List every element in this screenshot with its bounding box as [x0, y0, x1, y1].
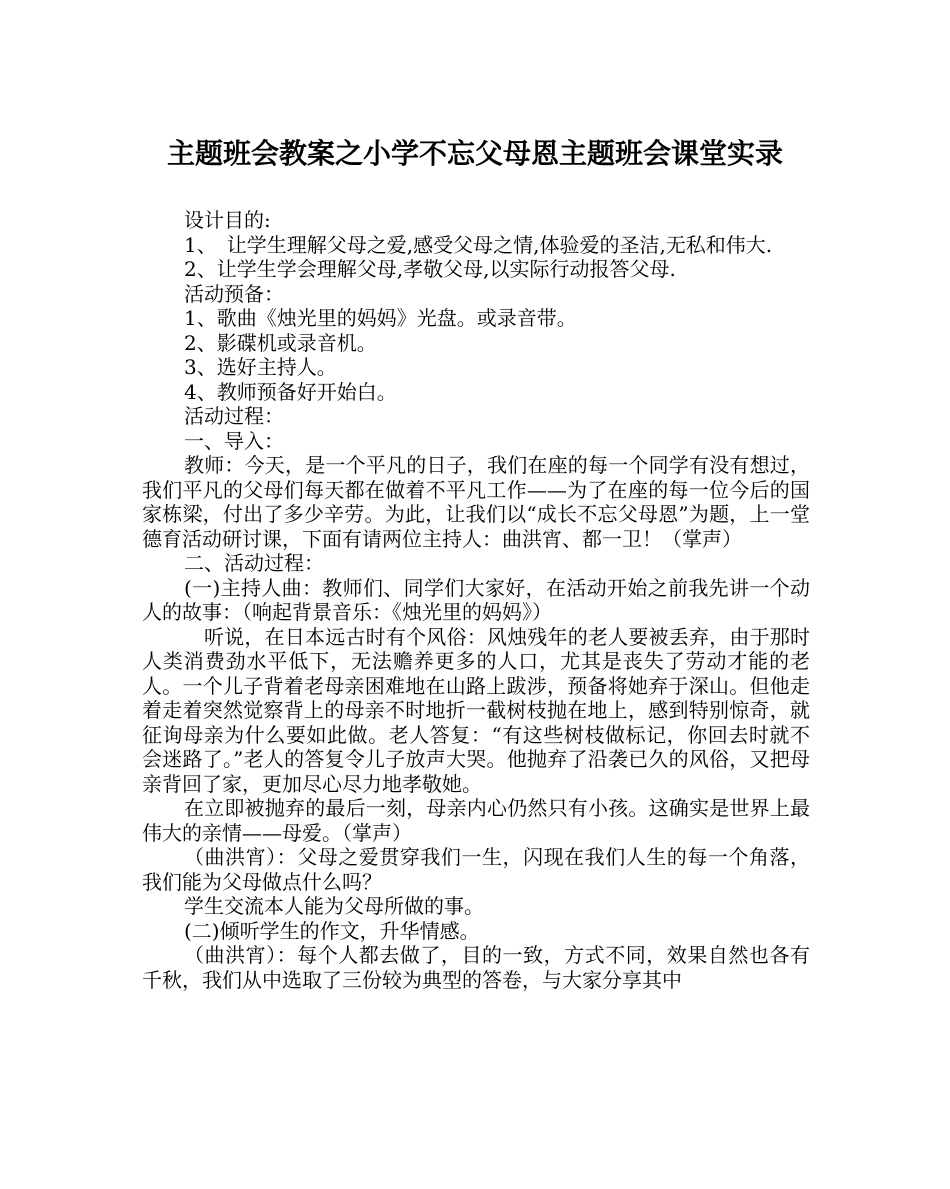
paragraph: 二、活动过程： [184, 551, 324, 575]
paragraph: 一、导入： [184, 428, 284, 453]
paragraph: 2、让学生学会理解父母,孝敬父母,以实际行动报答父母. [184, 257, 676, 281]
paragraph: (一)主持人曲：教师们、同学们大家好，在活动开始之前我先讲一个动人的故事：（响起背景音乐：《烛光里的妈妈》） [142, 575, 810, 624]
paragraph: （曲洪宵）：父母之爱贯穿我们一生，闪现在我们人生的每一个角落，我们能为父母做点什么吗？ [142, 845, 810, 894]
paragraph: (二)倾听学生的作文，升华情感。 [184, 918, 480, 943]
paragraph: 2、影碟机或录音机。 [184, 330, 377, 355]
paragraph: 1、 让学生理解父母之爱,感受父母之情,体验爱的圣洁,无私和伟大. [184, 232, 773, 257]
paragraph: 教师：今天，是一个平凡的日子，我们在座的每一个同学有没有想过，我们平凡的父母们每天都在做着不平凡工作——为了在座的每一位今后的国家栋梁，付出了多少辛劳。为此，让我们以“成长不忘父母恩”为题，上一堂德育活动研讨课，下面有请两位主持人：曲洪宵、都一卫！（掌声） [142, 453, 810, 551]
document-body [142, 208, 810, 992]
paragraph: 4、教师预备好开始白。 [184, 379, 397, 404]
paragraph: 在立即被抛弃的最后一刻，母亲内心仍然只有小孩。这确实是世界上最伟大的亲情——母爱。（掌声） [142, 796, 810, 845]
paragraph: 设计目的: [184, 208, 271, 232]
paragraph: 3、选好主持人。 [184, 355, 337, 379]
paragraph: （曲洪宵）：每个人都去做了，目的一致，方式不同，效果自然也各有千秋，我们从中选取了三份较为典型的答卷，与大家分享其中 [142, 943, 810, 992]
paragraph: 1、歌曲《烛光里的妈妈》光盘。或录音带。 [184, 306, 577, 330]
paragraph: 活动过程： [184, 404, 284, 428]
paragraph: 学生交流本人能为父母所做的事。 [184, 894, 484, 918]
document-title: 主题班会教案之小学不忘父母恩主题班会课堂实录 [166, 137, 783, 170]
paragraph: 听说，在日本远古时有个风俗：风烛残年的老人要被丢弃，由于那时人类消费劲水平低下，无法赡养更多的人口，尤其是丧失了劳动才能的老人。一个儿子背着老母亲困难地在山路上跋涉，预备将她弃于深山。但他走着走着突然觉察背上的母亲不时地折一截树枝抛在地上，感到特别惊奇，就征询母亲为什么要如此做。老人答复：“有这些树枝做标记，你回去时就不会迷路了。”老人的答复令儿子放声大哭。他抛弃了沿袭已久的风俗，又把母亲背回了家，更加尽心尽力地孝敬她。 [142, 624, 810, 796]
paragraph: 活动预备： [184, 281, 284, 306]
